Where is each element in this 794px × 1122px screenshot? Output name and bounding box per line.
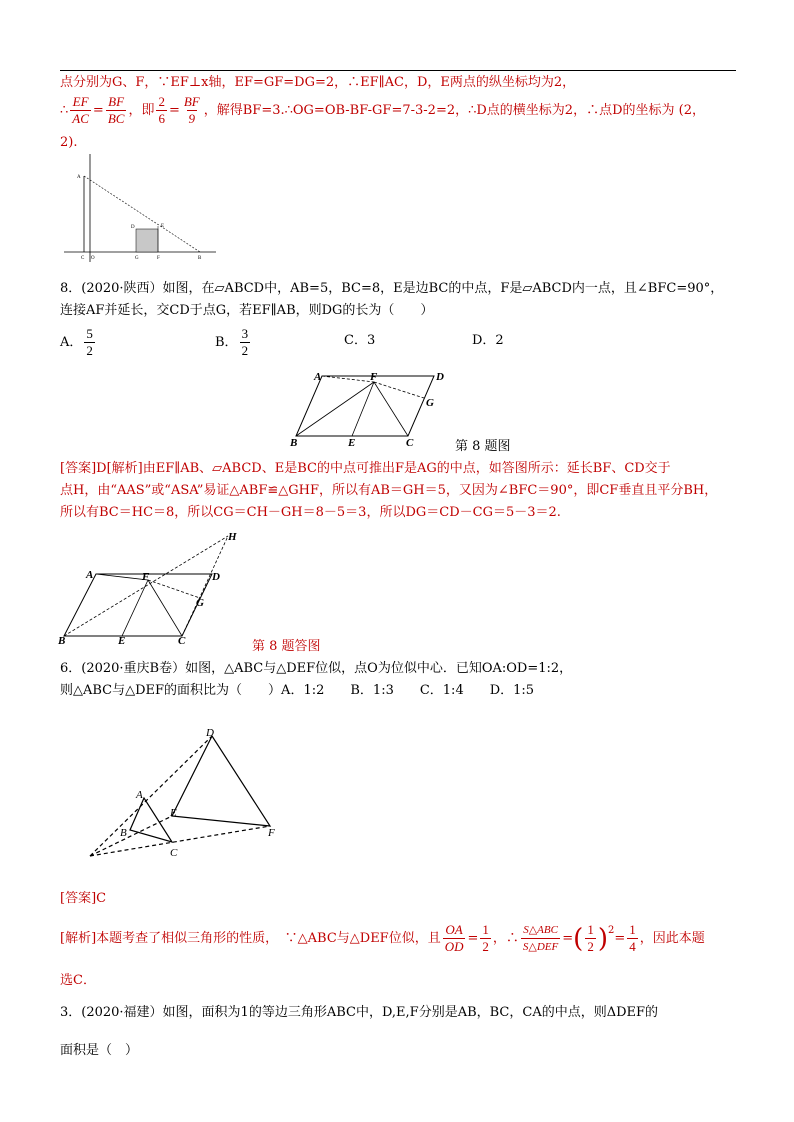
q8-answer-figure-caption: 第 8 题答图 <box>252 639 321 654</box>
q6-homothety-figure <box>84 724 284 864</box>
text-segment: ，即 <box>128 102 155 118</box>
fraction-denominator: BC <box>107 111 125 126</box>
fraction-denominator: 2 <box>482 939 489 954</box>
label-g: G <box>196 597 204 609</box>
q8-answer-line-1: [答案]D[解析]由EF∥AB、▱ABCD、E是BC的中点可推出F是AG的中点，如答图所示：延长BF、CD交于 <box>60 461 671 476</box>
fraction-denominator: 2 <box>86 343 93 358</box>
fraction-numerator: 1 <box>482 922 489 937</box>
label-h: H <box>228 531 237 543</box>
q8-option-d: D．2 <box>472 333 504 348</box>
label-b: B <box>290 437 298 449</box>
segment-ef <box>122 580 148 636</box>
label-b: B <box>120 827 127 839</box>
q6-analysis-line-2: 选C． <box>60 973 96 988</box>
fraction-denominator: OD <box>444 939 464 954</box>
coordinate-figure <box>60 152 220 264</box>
segment-af <box>96 574 148 580</box>
q8-figure-caption: 第 8 题图 <box>455 439 511 454</box>
q8-option-a <box>60 326 97 359</box>
q8-answer-figure <box>56 528 246 646</box>
equals-sign: = <box>562 930 574 946</box>
fraction-bf-bc <box>106 94 127 127</box>
q3-stem-line-2: 面积是（ ） <box>60 1043 139 1058</box>
q6-answer: [答案]C <box>60 891 107 906</box>
fraction-numerator: 1 <box>629 922 636 937</box>
q8-answer-line-2: 点H，由“AAS”或“ASA”易证△ABF≌△GHF，所以有AB＝GH＝5，又因为∠BFC＝90°，即CF垂直且平分BH， <box>60 483 718 498</box>
q8-option-b <box>215 326 252 359</box>
fraction-oa-od <box>443 922 466 955</box>
fraction-numerator: 1 <box>587 922 594 937</box>
fraction-denominator: AC <box>72 111 89 126</box>
label-e: E <box>348 437 356 449</box>
parallelogram-abcd <box>64 574 212 636</box>
label-b: B <box>58 635 66 646</box>
segment-fg <box>148 580 200 598</box>
q3-stem-line-1: 3．(2020·福建）如图，面积为1的等边三角形ABC中，D,E,F分别是AB，BC，CA的中点，则ΔDEF的 <box>60 1005 659 1020</box>
fraction-numerator: EF <box>72 94 89 109</box>
label-f: F <box>142 571 150 583</box>
q8-answer-line-3: 所以有BC＝HC＝8，所以CG＝CH－GH＝8－5＝3，所以DG＝CD－CG＝5－3＝2. <box>60 505 561 520</box>
label-b: B <box>198 256 202 261</box>
continuation-line-1: 点分别为G、F，∵EF⊥x轴，EF=GF=DG=2，∴EF∥AC，D，E两点的纵坐标均为2， <box>60 75 576 90</box>
fraction-denominator: 2 <box>241 343 249 358</box>
fraction-1-2 <box>480 922 491 955</box>
label-a: A <box>86 569 94 581</box>
shaded-rectangle <box>136 229 158 252</box>
label-c: C <box>406 437 414 449</box>
fraction-numerator: 2 <box>158 94 165 109</box>
option-a-fraction <box>84 326 95 359</box>
fraction-ef-ac <box>70 94 91 127</box>
fraction-2-6 <box>156 94 167 127</box>
label-d: D <box>206 727 214 739</box>
label-g: G <box>426 397 434 409</box>
label-a: A <box>77 175 81 180</box>
fraction-numerator: BF <box>183 94 200 109</box>
label-d: D <box>131 225 135 230</box>
fraction-numerator: S△ABC <box>523 924 558 936</box>
label-c: C <box>170 847 178 859</box>
text-segment: ，∴ <box>492 930 519 946</box>
fraction-denominator: 9 <box>188 111 196 126</box>
segment-af <box>322 376 374 382</box>
fraction-1-4 <box>627 922 638 955</box>
fraction-denominator: 6 <box>158 111 165 126</box>
label-c: C <box>81 256 85 261</box>
q8-stem-line-2: 连接AF并延长，交CD于点G，若EF∥AB，则DG的长为（ ） <box>60 303 434 318</box>
fraction-denominator: 2 <box>587 939 594 954</box>
segment-ch <box>182 536 228 636</box>
label-g: G <box>135 256 139 261</box>
label-o: O <box>91 256 95 261</box>
option-label: A． <box>60 334 83 350</box>
fraction-numerator: 5 <box>86 326 93 341</box>
fraction-half <box>585 922 596 955</box>
q6-stem-line-1: 6．(2020·重庆B卷）如图，△ABC与△DEF位似，点O为位似中心．已知OA:OD=1:2， <box>60 661 573 676</box>
q6-stem-line-2: 则△ABC与△DEF的面积比为（ ）A．1:2 B．1:3 C．1:4 D．1:5 <box>60 683 535 698</box>
text-segment: ，因此本题 <box>639 930 705 946</box>
continuation-line-3: 2). <box>60 135 78 150</box>
ray-of <box>90 826 270 856</box>
fraction-numerator: BF <box>108 94 125 109</box>
segment-cf <box>374 382 408 436</box>
label-e: E <box>118 635 126 646</box>
label-e: E <box>161 224 165 229</box>
left-paren: ( <box>573 923 584 954</box>
option-label: B． <box>215 334 238 350</box>
q8-option-c: C．3 <box>344 333 376 348</box>
label-d: D <box>212 571 220 583</box>
continuation-line-2: ∴ $\frac{EF}{AC}$ = $\frac{BF}{BC}$ ，即 $\frac{2}{6}$ = $\frac{BF}{9}$ ，解得BF=3.∴OG=OB-BF-GF=7-3-2=2，∴D点的横坐标为2，∴点D的坐标为 (2， <box>60 94 705 126</box>
parallelogram-abcd <box>296 376 434 436</box>
segment-bh <box>64 536 228 636</box>
q6-analysis-line-1 <box>60 922 705 955</box>
label-f: F <box>268 827 275 839</box>
text-segment: [解析]本题考查了相似三角形的性质， ∵△ABC与△DEF位似，且 <box>60 930 441 946</box>
label-a: A <box>314 371 322 383</box>
triangle-abc <box>130 798 172 842</box>
q8-parallelogram-figure <box>286 366 456 450</box>
text-segment: ，解得BF=3.∴OG=OB-BF-GF=7-3-2=2，∴D点的横坐标为2，∴点D的坐标为 (2， <box>203 102 705 118</box>
label-d: D <box>436 371 444 383</box>
fraction-numerator: OA <box>445 922 463 937</box>
triangle-def <box>172 736 270 826</box>
label-f: F <box>370 371 378 383</box>
fraction-denominator: 4 <box>629 939 636 954</box>
header-rule <box>60 70 736 71</box>
label-e: E <box>170 807 177 819</box>
equals-sign: = <box>467 930 479 946</box>
fraction-area-ratio <box>521 922 560 955</box>
ray-od <box>90 736 212 856</box>
equals-sign: = <box>614 930 626 946</box>
segment-cf <box>148 580 182 636</box>
label-a: A <box>136 789 143 801</box>
right-paren: ) <box>597 923 608 954</box>
label-f: F <box>157 256 160 261</box>
therefore-symbol: ∴ <box>60 102 69 118</box>
option-b-fraction <box>240 326 251 359</box>
q8-stem-line-1: 8．(2020·陕西）如图，在▱ABCD中，AB=5，BC=8，E是边BC的中点，F是▱ABCD内一点，且∠BFC=90°， <box>60 281 724 296</box>
label-c: C <box>178 635 186 646</box>
exponent: 2 <box>607 925 615 936</box>
fraction-bf-9 <box>182 94 202 127</box>
fraction-numerator: 3 <box>241 326 249 341</box>
segment-fg <box>374 382 424 398</box>
fraction-denominator: S△DEF <box>521 938 560 955</box>
